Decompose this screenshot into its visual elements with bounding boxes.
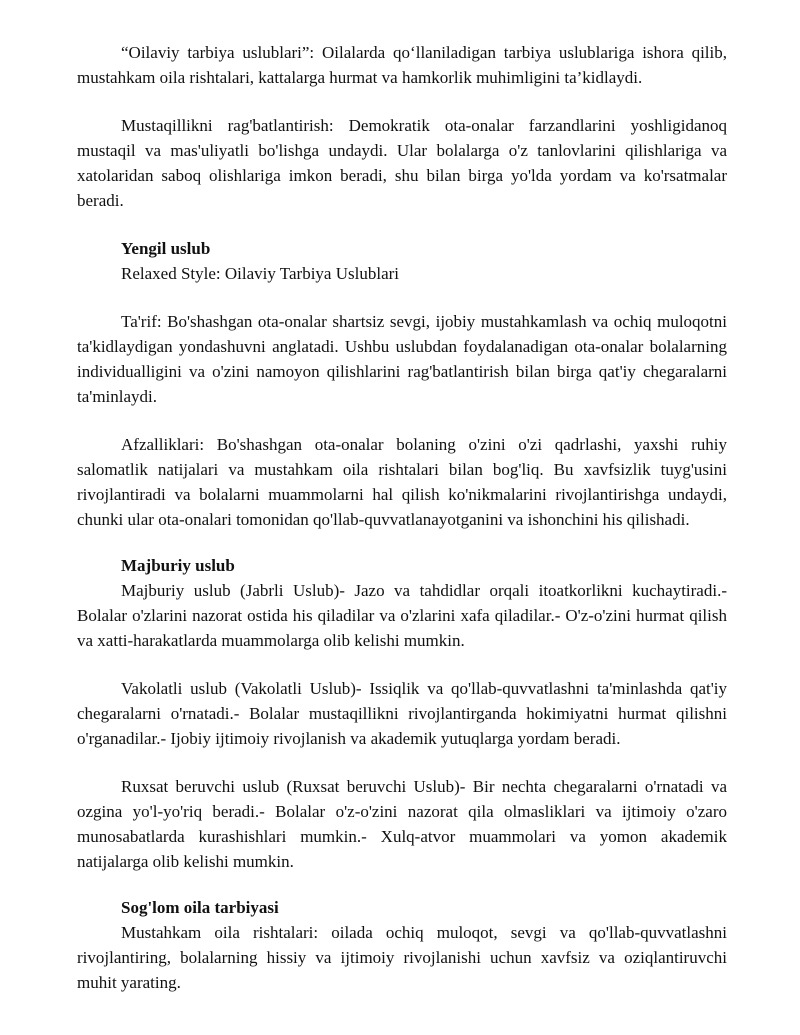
paragraph-permissive-style: Ruxsat beruvchi uslub (Ruxsat beruvchi Uslub)- Bir nechta chegaralarni o'rnatadi va ozgina yo'l-yo'riq beradi.- Bolalar o'z-o'zini nazorat qila olmasliklari va ijtimoiy o'zaro munosabatlarda kurashishlari mumkin.- Xulq-atvor muammolari va yomon akademik natijalarga olib kelishi mumkin. — [77, 777, 727, 871]
section-heading-healthy-family: Sog'lom oila tarbiyasi — [121, 898, 279, 917]
section-heading-relaxed: Yengil uslub — [121, 239, 211, 258]
paragraph-definition: Ta'rif: Bo'shashgan ota-onalar shartsiz sevgi, ijobiy mustahkamlash va ochiq muloqotni ta'kidlaydigan yondashuvni anglatadi. Ushbu uslubdan foydalanadigan ota-onalar bolalarning individualligini va o'zini namoyon qilishlarini rag'batlantirish bilan birga qat'iy chegaralarni ta'minlaydi. — [77, 312, 727, 406]
paragraph-intro: “Oilaviy tarbiya uslublari”: Oilalarda qo‘llaniladigan tarbiya uslublariga ishora qilib, mustahkam oila rishtalari, kattalarga hurmat va hamkorlik muhimligini ta’kidlaydi. — [77, 43, 727, 87]
paragraph-mandatory-style: Majburiy uslub (Jabrli Uslub)- Jazo va tahdidlar orqali itoatkorlikni kuchaytiradi.- Bolalar o'zlarini nazorat ostida his qiladilar va o'zlarini xafa qiladilar.- O'z-o'zini hurmat qilish va xatti-harakatlarda muammolarga olib kelishi mumkin. — [77, 581, 727, 650]
document-page — [77, 40, 727, 995]
section-subtitle-relaxed: Relaxed Style: Oilaviy Tarbiya Uslublari — [121, 264, 399, 283]
paragraph-authoritative-style: Vakolatli uslub (Vakolatli Uslub)- Issiqlik va qo'llab-quvvatlashni ta'minlashda qat'iy chegaralarni o'rnatadi.- Bolalar mustaqillikni rivojlantirganda hokimiyatni hurmat qilishni o'rganadilar.- Ijobiy ijtimoiy rivojlanish va akademik yutuqlarga yordam beradi. — [77, 679, 727, 748]
section-heading-mandatory: Majburiy uslub — [121, 556, 235, 575]
paragraph-family-bonds: Mustahkam oila rishtalari: oilada ochiq muloqot, sevgi va qo'llab-quvvatlashni rivojlantiring, bolalarning hissiy va ijtimoiy rivojlanishi uchun xavfsiz va oziqlantiruvchi muhit yarating. — [77, 923, 727, 992]
paragraph-advantages: Afzalliklari: Bo'shashgan ota-onalar bolaning o'zini o'zi qadrlashi, yaxshi ruhiy salomatlik natijalari va mustahkam oila rishtalari bilan bog'liq. Bu xavfsizlik tuyg'usini rivojlantiradi va bolalarni muammolarni hal qilish ko'nikmalarini rivojlantirishga undaydi, chunki ular ota-onalari tomonidan qo'llab-quvvatlanayotganini va ishonchini his qilishadi. — [77, 435, 727, 529]
paragraph-independence: Mustaqillikni rag'batlantirish: Demokratik ota-onalar farzandlarini yoshligidanoq mustaqil va mas'uliyatli bo'lishga undaydi. Ular bolalarga o'z tanlovlarini qilishlariga va xatolaridan saboq olishlariga imkon beradi, shu bilan birga yo'lda yordam va ko'rsatmalar beradi. — [77, 116, 727, 210]
